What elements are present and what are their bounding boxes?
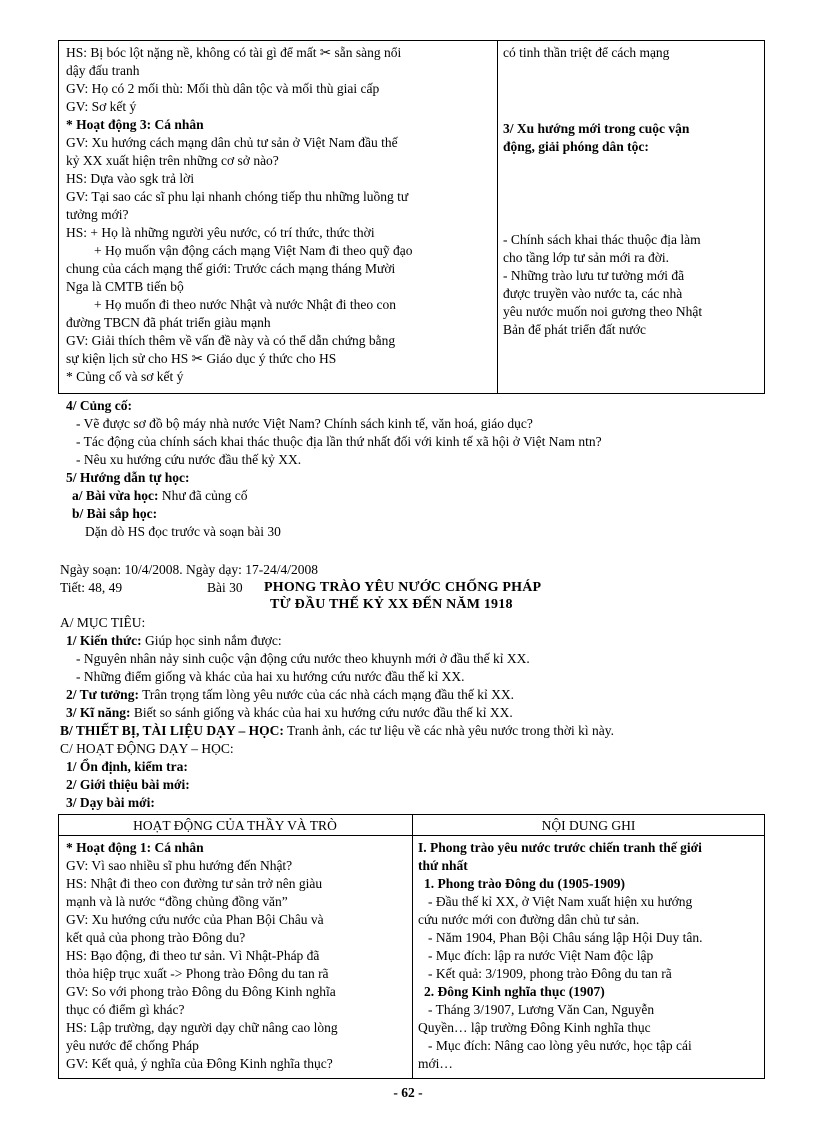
kien-thuc — [66, 632, 282, 649]
table-row: được truyền vào nước ta, các nhà — [503, 286, 683, 301]
table-row: có tinh thần triệt để cách mạng — [503, 45, 670, 60]
section-b-label: B/ THIẾT BỊ, TÀI LIỆU DẠY – HỌC: — [60, 723, 284, 738]
table-row: - Những trào lưu tư tưởng mới đã — [503, 268, 685, 283]
table-row: GV: So với phong trào Đông du Đông Kinh nghĩa — [66, 984, 336, 999]
table-row: HS: Dựa vào sgk trả lời — [66, 171, 195, 186]
table-row: - Đầu thế kỉ XX, ở Việt Nam xuất hiện xu hướng — [428, 894, 693, 909]
lesson-dates: Ngày soạn: 10/4/2008. Ngày dạy: 17-24/4/2008 — [60, 562, 318, 577]
table-row: mạnh và là nước “đồng chủng đồng văn” — [66, 894, 288, 909]
day-bai-moi: 3/ Dạy bài mới: — [66, 795, 155, 810]
ki-nang-text: Biết so sánh giống và khác của hai xu hướng cứu nước đầu thế kỉ XX. — [130, 705, 513, 720]
table-row: - Tháng 3/1907, Lương Văn Can, Nguyễn — [428, 1002, 655, 1017]
table-row: Quyền… lập trường Đông Kinh nghĩa thục — [418, 1020, 651, 1035]
activity-heading: * Hoạt động 1: Cá nhân — [66, 840, 204, 855]
table-row: kết quả của phong trào Đông du? — [66, 930, 246, 945]
table-row: GV: Vì sao nhiều sĩ phu hướng đến Nhật? — [66, 858, 293, 873]
column-header-content: NỘI DUNG GHI — [541, 818, 636, 833]
column-header-activities: HOẠT ĐỘNG CỦA THẦY VÀ TRÒ — [133, 818, 337, 833]
continuation-table-left — [66, 44, 492, 386]
section-b — [60, 722, 614, 739]
continuation-table-right — [503, 44, 761, 62]
list-item: - Những điểm giống và khác của hai xu hướng cứu nước đầu thế kỉ XX. — [76, 669, 465, 684]
section-heading-line: 3/ Xu hướng mới trong cuộc vận — [503, 121, 690, 136]
kien-thuc-label: 1/ Kiến thức: — [66, 633, 142, 648]
table-row: * Củng cố và sơ kết ý — [66, 369, 184, 384]
list-item: - Tác động của chính sách khai thác thuộc địa lần thứ nhất đối với kinh tế xã hội ở Việt Nam ntn? — [76, 434, 602, 449]
list-item: - Vẽ được sơ đồ bộ máy nhà nước Việt Nam? Chính sách kinh tế, văn hoá, giáo dục? — [76, 416, 533, 431]
table-row: GV: Xu hướng cách mạng dân chủ tư sản ở Việt Nam đầu thế — [66, 135, 398, 150]
table-row: HS: Bạo động, đi theo tư sản. Vì Nhật-Pháp đã — [66, 948, 320, 963]
activity-table-right — [418, 839, 762, 1073]
table-row: Bản để phát triển đất nước — [503, 322, 647, 337]
table-row: dậy đấu tranh — [66, 63, 140, 78]
bai-sap-hoc-label: b/ Bài sắp học: — [72, 506, 158, 521]
table-row: + Họ muốn đi theo nước Nhật và nước Nhật đi theo con — [94, 297, 396, 312]
table-row: cứu nước mới con đường dân chủ tư sản. — [418, 912, 640, 927]
activity-table-left — [66, 839, 408, 1073]
bai-sap-hoc-text: Dặn dò HS đọc trước và soạn bài 30 — [85, 524, 281, 539]
section-heading — [503, 120, 761, 156]
table-row: HS: + Họ là những người yêu nước, có trí thức, thức thời — [66, 225, 375, 240]
tu-tuong — [66, 686, 514, 703]
cung-co-heading: 4/ Củng cố: — [66, 398, 133, 413]
table-row: chung của cách mạng thế giới: Trước cách mạng tháng Mười — [66, 261, 396, 276]
table-row: HS: Bị bóc lột nặng nề, không có tài gì để mất ✂ sẵn sàng nổi — [66, 45, 402, 60]
table-row: yêu nước muốn noi gương theo Nhật — [503, 304, 703, 319]
ki-nang-label: 3/ Kĩ năng: — [66, 705, 131, 720]
table-row: GV: Xu hướng cứu nước của Phan Bội Châu và — [66, 912, 324, 927]
activity-heading: * Hoạt động 3: Cá nhân — [66, 117, 204, 132]
table-row: cho tầng lớp tư sản mới ra đời. — [503, 250, 669, 265]
content-subheading: 1. Phong trào Đông du (1905-1909) — [424, 876, 626, 891]
lesson-title-line1: PHONG TRÀO YÊU NƯỚC CHỐNG PHÁP — [264, 580, 542, 595]
table-row: - Kết quả: 3/1909, phong trào Đông du tan rã — [428, 966, 672, 981]
bai-vua-hoc — [72, 487, 248, 504]
section-a-heading: A/ MỤC TIÊU: — [60, 615, 146, 630]
table-row: thỏa hiệp trục xuất -> Phong trào Đông du tan rã — [66, 966, 329, 981]
lesson-title-line2: TỪ ĐẦU THẾ KỶ XX ĐẾN NĂM 1918 — [270, 597, 513, 612]
table-row: - Chính sách khai thác thuộc địa làm — [503, 232, 701, 247]
table-row: GV: Họ có 2 mối thù: Mối thù dân tộc và mối thù giai cấp — [66, 81, 380, 96]
table-row: GV: Tại sao các sĩ phu lại nhanh chóng tiếp thu những luồng tư — [66, 189, 409, 204]
table-row: yêu nước để chống Pháp — [66, 1038, 199, 1053]
lesson-bai: Bài 30 — [207, 580, 243, 595]
table-row: tưởng mới? — [66, 207, 129, 222]
activity-table-divider — [412, 814, 413, 1079]
bai-vua-hoc-text: Như đã củng cố — [158, 488, 248, 503]
section-c-heading: C/ HOẠT ĐỘNG DẠY – HỌC: — [60, 741, 234, 756]
table-row: - Mục đích: lập ra nước Việt Nam độc lập — [428, 948, 654, 963]
list-item: - Nguyên nhân nảy sinh cuộc vận động cứu nước theo khuynh mới ở đầu thế kỉ XX. — [76, 651, 530, 666]
table-row: GV: Kết quả, ý nghĩa của Đông Kinh nghĩa thục? — [66, 1056, 333, 1071]
continuation-table-divider — [497, 40, 498, 394]
table-row: GV: Giải thích thêm về vấn đề này và có thể dẫn chứng bằng — [66, 333, 396, 348]
tu-tuong-text: Trân trọng tấm lòng yêu nước của các nhà cách mạng đầu thế kỉ XX. — [138, 687, 515, 702]
section-body — [503, 231, 761, 339]
kien-thuc-text: Giúp học sinh nắm được: — [141, 633, 282, 648]
table-row: - Mục đích: Nâng cao lòng yêu nước, học tập cái — [428, 1038, 692, 1053]
table-row: HS: Lập trường, dạy người dạy chữ nâng cao lòng — [66, 1020, 338, 1035]
section-heading-line: động, giải phóng dân tộc: — [503, 139, 649, 154]
content-heading: thứ nhất — [418, 858, 468, 873]
gioi-thieu: 2/ Giới thiệu bài mới: — [66, 777, 190, 792]
tu-tuong-label: 2/ Tư tưởng: — [66, 687, 139, 702]
content-heading: I. Phong trào yêu nước trước chiến tranh thế giới — [418, 840, 702, 855]
table-row: sự kiện lịch sử cho HS ✂ Giáo dục ý thức cho HS — [66, 351, 337, 366]
table-row: thục có điểm gì khác? — [66, 1002, 185, 1017]
lesson-tiet: Tiết: 48, 49 — [60, 580, 123, 595]
table-row: mới… — [418, 1056, 453, 1071]
content-subheading: 2. Đông Kinh nghĩa thục (1907) — [424, 984, 605, 999]
ki-nang — [66, 704, 513, 721]
table-row: HS: Nhật đi theo con đường tư sản trở nên giàu — [66, 876, 323, 891]
table-row: Nga là CMTB tiến bộ — [66, 279, 184, 294]
huong-dan-heading: 5/ Hướng dẫn tự học: — [66, 470, 190, 485]
bai-vua-hoc-label: a/ Bài vừa học: — [72, 488, 159, 503]
table-row: đường TBCN đã phát triển giàu mạnh — [66, 315, 271, 330]
table-row: - Năm 1904, Phan Bội Châu sáng lập Hội Duy tân. — [428, 930, 703, 945]
on-dinh: 1/ Ổn định, kiểm tra: — [66, 759, 188, 774]
list-item: - Nêu xu hướng cứu nước đầu thế kỷ XX. — [76, 452, 302, 467]
section-b-text: Tranh ảnh, các tư liệu về các nhà yêu nước trong thời kì này. — [283, 723, 615, 738]
table-row: GV: Sơ kết ý — [66, 99, 137, 114]
table-row: + Họ muốn vận động cách mạng Việt Nam đi theo quỹ đạo — [94, 243, 413, 258]
activity-table-header-rule — [58, 835, 765, 836]
table-row: kỷ XX xuất hiện trên những cơ sở nào? — [66, 153, 279, 168]
page-number: - 62 - — [393, 1085, 423, 1100]
